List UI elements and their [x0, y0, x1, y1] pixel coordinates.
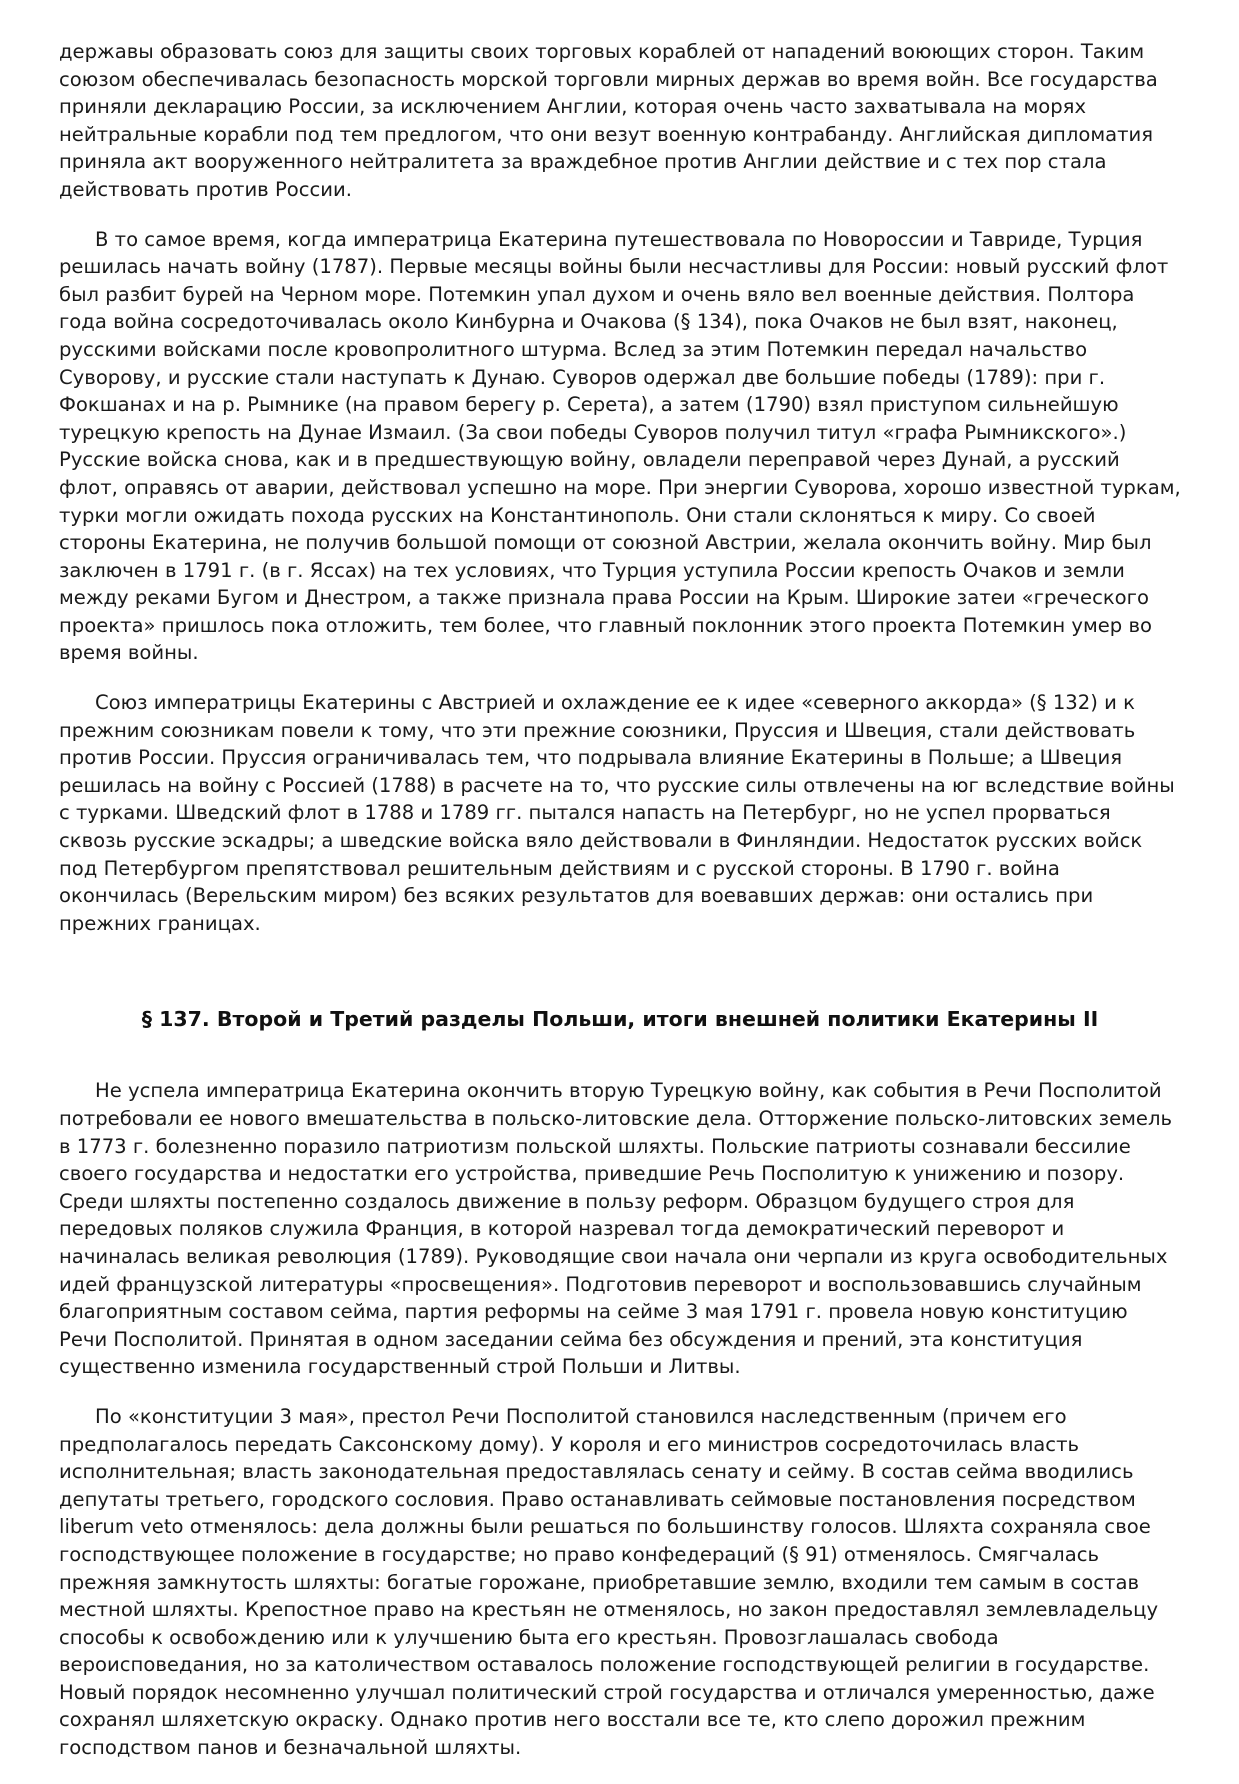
paragraph-polish-reform: Не успела императрица Екатерина окончить вторую Турецкую войну, как события в Речи Посполитой потребовали ее нового вмешательства в польско-литовские дела. Отторжение польско-литовских земель в 1773 г. болезненно поразило патриотизм польской шляхты. Польские патриоты сознавали бессилие своего государства и недостатки его устройства, приведшие Речь Посполитую к унижению и позору. Среди шляхты постепенно создалось движение в пользу реформ. Образцом будущего строя для передовых поляков служила Франция, в которой назревал тогда демократический переворот и начиналась великая революция (1789). Руководящие свои начала они черпали из круга освободительных идей французской литературы «просвещения». Подготовив переворот и воспользовавшись случайным благоприятным составом сейма, партия реформы на сейме 3 мая 1791 г. провела новую конституцию Речи Посполитой. Принятая в одном заседании сейма без обсуждения и прений, эта конституция существенно изменила государственный строй Польши и Литвы.: [59, 1079, 1173, 1379]
paragraph-turkish-war: В то самое время, когда императрица Екатерина путешествовала по Новороссии и Тавриде, Турция решилась начать войну (1787). Первые месяцы войны были несчастливы для России: новый русский флот был разбит бурей на Черном море. Потемкин упал духом и очень вяло вел военные действия. Полтора года война сосредоточивалась около Кинбурна и Очакова (§ 134), пока Очаков не был взят, наконец, русскими войсками после кровопролитного штурма. Вслед за этим Потемкин передал начальство Суворову, и русские стали наступать к Дунаю. Суворов одержал две большие победы (1789): при г. Фокшанах и на р. Рымнике (на правом берегу р. Серета), а затем (1790) взял приступом сильнейшую турецкую крепость на Дунае Измаил. (За свои победы Суворов получил титул «графа Рымникского».) Русские войска снова, как и в предшествующую войну, овладели переправой через Дунай, а русский флот, оправясь от аварии, действовал успешно на море. При энергии Суворова, хорошо известной туркам, турки могли ожидать похода русских на Константинополь. Они стали склоняться к миру. Со своей стороны Екатерина, не получив большой помощи от союзной Австрии, желала окончить войну. Мир был заключен в 1791 г. (в г. Яссах) на тех условиях, что Турция уступила России крепость Очаков и земли между реками Бугом и Днестром, а также признала права России на Крым. Широкие затеи «греческого проекта» пришлось пока отложить, тем более, что главный поклонник этого проекта Потемкин умер во время войны.: [59, 227, 1181, 665]
document-page: [59, 38, 1181, 1784]
paragraph-swedish-war: Союз императрицы Екатерины с Австрией и охлаждение ее к идее «северного аккорда» (§ 132) и к прежним союзникам повели к тому, что эти прежние союзники, Пруссия и Швеция, стали действовать против России. Пруссия ограничивалась тем, что подрывала влияние Екатерины в Польше; а Швеция решилась на войну с Россией (1788) в расчете на то, что русские силы отвлечены на юг вследствие войны с турками. Шведский флот в 1788 и 1789 гг. пытался напасть на Петербург, но не успел прорваться сквозь русские эскадры; а шведские войска вяло действовали в Финляндии. Недостаток русских войск под Петербургом препятствовал решительным действиям и с русской стороны. В 1790 г. война окончилась (Верельским миром) без всяких результатов для воевавших держав: они остались при прежних границах.: [59, 691, 1175, 935]
section-heading: § 137. Второй и Третий разделы Польши, итоги внешней политики Екатерины II: [141, 1007, 1099, 1032]
paragraph-armed-neutrality: державы образовать союз для защиты своих торговых кораблей от нападений воюющих сторон. Таким союзом обеспечивалась безопасность морской торговли мирных держав во время войн. Все государства приняли декларацию России, за исключением Англии, которая очень часто захватывала на морях нейтральные корабли под тем предлогом, что они везут военную контрабанду. Английская дипломатия приняла акт вооруженного нейтралитета за враждебное против Англии действие и с тех пор стала действовать против России.: [59, 40, 1158, 201]
paragraph-constitution-3-may: По «конституции 3 мая», престол Речи Посполитой становился наследственным (причем его предполагалось передать Саксонскому дому). У короля и его министров сосредоточилась власть исполнительная; власть законодательная предоставлялась сенату и сейму. В состав сейма вводились депутаты третьего, городского сословия. Право останавливать сеймовые постановления посредством liberum veto отменялось: дела должны были решаться по большинству голосов. Шляхта сохраняла свое господствующее положение в государстве; но право конфедераций (§ 91) отменялось. Смягчалась прежняя замкнутость шляхты: богатые горожане, приобретавшие землю, входили тем самым в состав местной шляхты. Крепостное право на крестьян не отменялось, но закон предоставлял землевладельцу способы к освобождению или к улучшению быта его крестьян. Провозглашалась свобода вероисповедания, но за католичеством оставалось положение господствующей религии в государстве. Новый порядок несомненно улучшал политический строй государства и отличался умеренностью, даже сохранял шляхетскую окраску. Однако против него восстали все те, кто слепо дорожил прежним господством панов и безначальной шляхты.: [59, 1404, 1159, 1760]
